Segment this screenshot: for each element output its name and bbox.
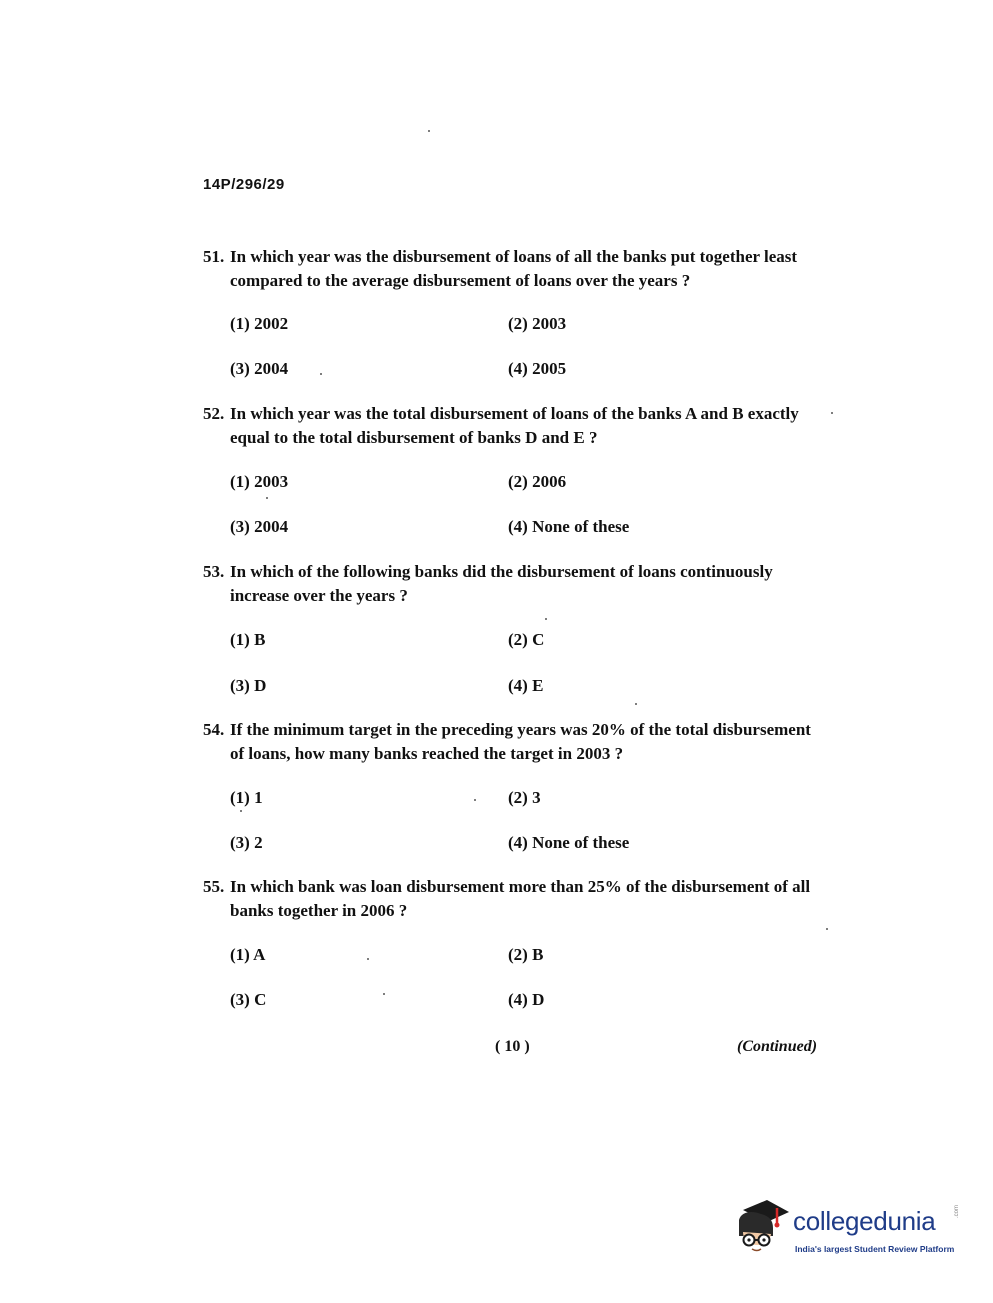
logo-tld: .com	[954, 1204, 960, 1218]
scan-speck	[266, 497, 268, 499]
option-row	[203, 788, 823, 808]
question-text	[203, 560, 823, 608]
option-3: (3) D	[230, 676, 267, 695]
option-4: (4) None of these	[508, 833, 630, 852]
option-3: (3) 2004	[230, 517, 289, 536]
option-row	[203, 517, 823, 537]
question-number: 54.	[203, 720, 225, 739]
question-number: 51.	[203, 247, 225, 266]
graduation-cap-face-icon	[733, 1196, 791, 1262]
option-2: (2) C	[508, 630, 545, 649]
question-55	[203, 875, 823, 1010]
question-stem: In which year was the disbursement of loans of all the banks put together least compared to the average disbursement of loans over the years ?	[230, 247, 798, 290]
paper-code: 14P/296/29	[203, 176, 285, 193]
option-row	[203, 833, 823, 853]
scan-speck	[240, 810, 242, 812]
option-1: (1) A	[230, 945, 266, 964]
question-53	[203, 560, 823, 696]
scan-speck	[545, 618, 547, 620]
question-54	[203, 718, 823, 853]
question-number: 55.	[203, 877, 225, 896]
option-row	[203, 630, 823, 650]
option-row	[203, 359, 823, 379]
option-3: (3) 2	[230, 833, 263, 852]
option-1: (1) 1	[230, 788, 263, 807]
option-4: (4) D	[508, 990, 545, 1009]
option-2: (2) B	[508, 945, 544, 964]
scan-speck	[367, 958, 369, 960]
scan-speck	[428, 130, 430, 132]
option-2: (2) 2003	[508, 314, 567, 333]
scan-speck	[320, 373, 322, 375]
option-row	[203, 314, 823, 334]
option-3: (3) 2004	[230, 359, 289, 378]
logo-wordmark: collegedunia	[793, 1206, 936, 1236]
option-row	[203, 676, 823, 696]
question-stem: In which of the following banks did the disbursement of loans continuously increase over the years ?	[230, 562, 773, 605]
option-2: (2) 3	[508, 788, 541, 807]
scan-speck	[635, 703, 637, 705]
question-text	[203, 402, 823, 450]
option-3: (3) C	[230, 990, 267, 1009]
option-1: (1) 2003	[230, 472, 289, 491]
option-4: (4) None of these	[508, 517, 630, 536]
collegedunia-logo	[733, 1196, 963, 1266]
question-text	[203, 718, 823, 766]
option-row	[203, 472, 823, 492]
question-stem: In which bank was loan disbursement more than 25% of the disbursement of all banks together in 2006 ?	[230, 877, 811, 920]
question-stem: In which year was the total disbursement of loans of the banks A and B exactly equal to the total disbursement of banks D and E ?	[230, 404, 799, 447]
logo-tagline: India's largest Student Review Platform	[795, 1244, 955, 1254]
question-text	[203, 875, 823, 923]
question-52	[203, 402, 823, 537]
question-51	[203, 245, 823, 379]
continued-label: (Continued)	[737, 1038, 818, 1055]
option-row	[203, 945, 823, 965]
option-1: (1) B	[230, 630, 266, 649]
option-row	[203, 990, 823, 1010]
option-4: (4) 2005	[508, 359, 567, 378]
question-number: 52.	[203, 404, 225, 423]
scan-speck	[826, 928, 828, 930]
scan-speck	[383, 993, 385, 995]
scan-speck	[831, 412, 833, 414]
option-1: (1) 2002	[230, 314, 289, 333]
question-text	[203, 245, 823, 293]
question-stem: If the minimum target in the preceding years was 20% of the total disbursement of loans, how many banks reached the target in 2003 ?	[230, 720, 811, 763]
question-number: 53.	[203, 562, 225, 581]
option-2: (2) 2006	[508, 472, 567, 491]
scan-speck	[474, 799, 476, 801]
option-4: (4) E	[508, 676, 544, 695]
page-number: ( 10 )	[495, 1038, 530, 1055]
